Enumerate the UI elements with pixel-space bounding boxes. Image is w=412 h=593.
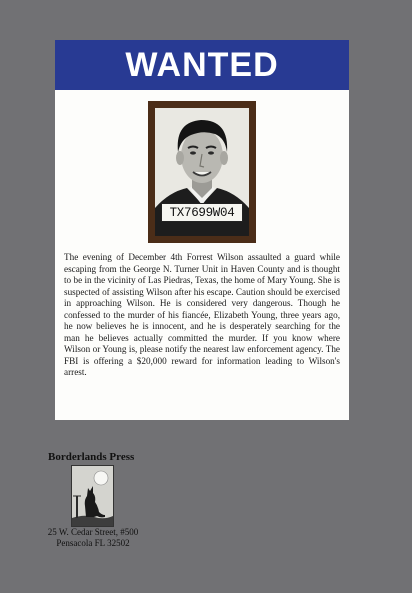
wanted-banner [55, 40, 349, 90]
publisher-name: Borderlands Press [48, 451, 135, 463]
address-city: Pensacola FL 32502 [56, 538, 130, 548]
poster-title: WANTED [125, 46, 279, 84]
address-street: 25 W. Cedar Street, #500 [47, 527, 139, 537]
mugshot-photo [155, 108, 249, 236]
howling-wolf-icon [71, 465, 114, 527]
wanted-description: The evening of December 4th Forrest Wilson assaulted a guard while escaping from the George N. Turner Unit in Haven County and is thought to be in the vicinity of Las Piedras, Texas, the home of Mary Young. She is suspected of assisting Wilson after his escape. Caution should be exercised in approaching Wilson. He is considered very dangerous. Though he confessed to the murder of his fiancée, Elizabeth Young, three years ago, he now believes he is innocent, and he is desperately searching for the man he believes actually committed the murder. If you know where Wilson or Young is, please notify the nearest law enforcement agency. The FBI is offering a $20,000 reward for information leading to Wilson's arrest. [64, 252, 340, 377]
inmate-id-placard: TX7699W04 [161, 203, 243, 222]
mugshot-frame [148, 101, 256, 243]
wanted-poster [55, 40, 349, 420]
publisher-address [30, 527, 156, 549]
